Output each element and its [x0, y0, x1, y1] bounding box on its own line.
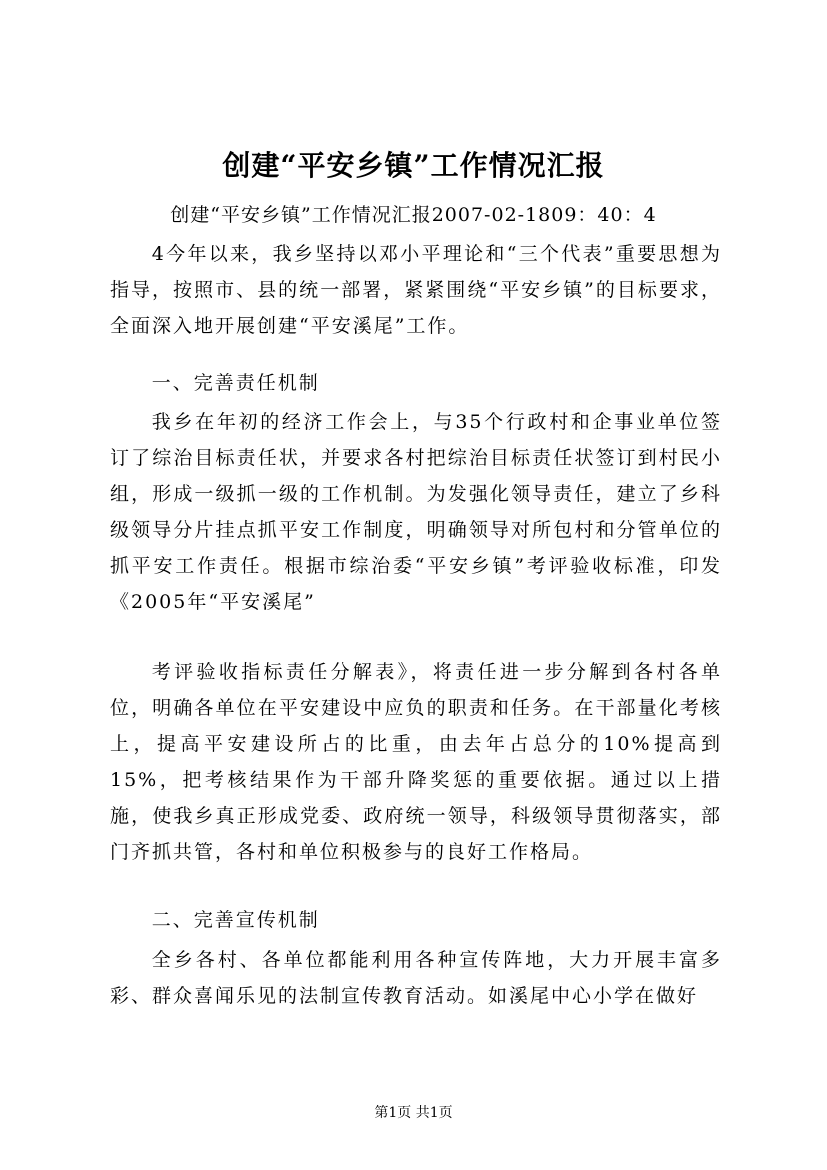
- section-heading-1: 一、完善责任机制: [151, 372, 320, 394]
- section-heading-2: 二、完善宣传机制: [151, 909, 320, 931]
- page-footer: 第1页 共1页: [374, 1105, 453, 1121]
- document-subtitle: 创建“平安乡镇”工作情况汇报2007-02-1809：40：4: [170, 204, 657, 226]
- paragraph-section-1-part-1: 我乡在年初的经济工作会上，与35个行政村和企事业单位签订了综治目标责任状，并要求各村把综治目标责任状签订到村民小组，形成一级抓一级的工作机制。为发强化领导责任，建立了乡科级领导分片挂点抓平安工作制度，明确领导对所包村和分管单位的抓平安工作责任。根据市综治委“平安乡镇”考评验收标准，印发《2005年“平安溪尾”: [110, 411, 722, 613]
- document-title: 创建“平安乡镇”工作情况汇报: [222, 149, 605, 182]
- paragraph-intro: 4今年以来，我乡坚持以邓小平理论和“三个代表”重要思想为指导，按照市、县的统一部署，紧紧围绕“平安乡镇”的目标要求，全面深入地开展创建“平安溪尾”工作。: [110, 243, 722, 337]
- paragraph-section-1-part-2: 考评验收指标责任分解表》，将责任进一步分解到各村各单位，明确各单位在平安建设中应负的职责和任务。在干部量化考核上，提高平安建设所占的比重，由去年占总分的10%提高到15%，把考核结果作为干部升降奖惩的重要依据。通过以上措施，使我乡真正形成党委、政府统一领导，科级领导贯彻落实，部门齐抓共管，各村和单位积极参与的良好工作格局。: [110, 661, 722, 863]
- paragraph-section-2: 全乡各村、各单位都能利用各种宣传阵地，大力开展丰富多彩、群众喜闻乐见的法制宣传教育活动。如溪尾中心小学在做好: [110, 949, 722, 1007]
